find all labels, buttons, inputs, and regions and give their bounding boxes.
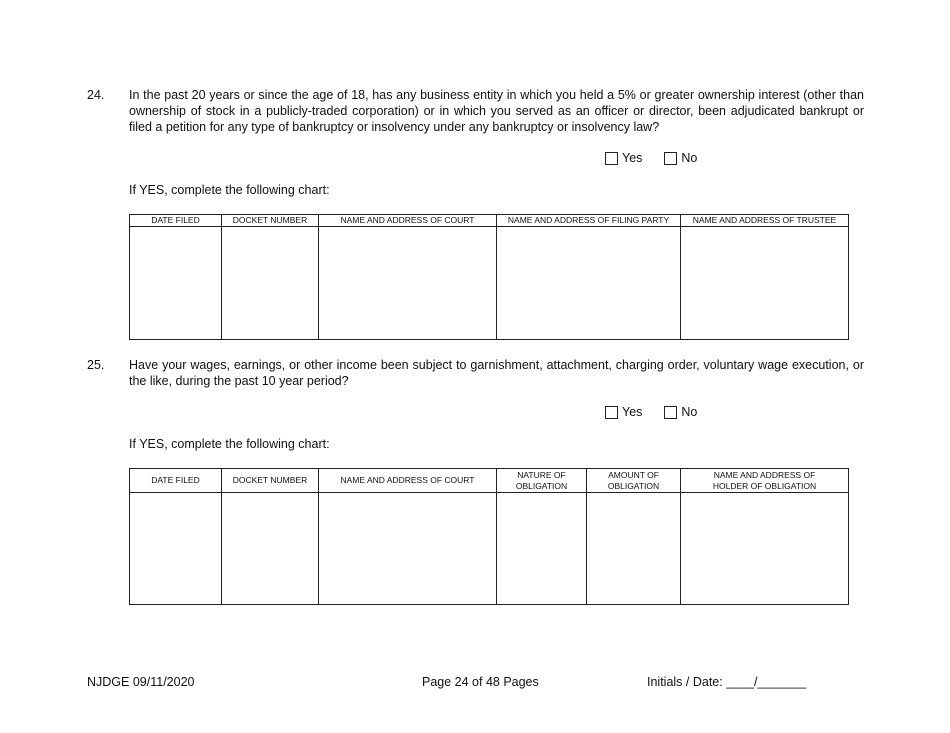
initials-date: Initials / Date: ____/_______ [647, 675, 807, 689]
table-cell[interactable] [587, 493, 681, 605]
yes-option[interactable] [605, 151, 642, 165]
column-header: DATE FILED [130, 215, 222, 227]
table-cell[interactable] [681, 493, 849, 605]
column-header: NATURE OF OBLIGATION [497, 469, 587, 493]
table-cell[interactable] [222, 227, 319, 340]
yes-option[interactable] [605, 405, 642, 419]
question-number: 25. [87, 358, 105, 372]
table-cell[interactable] [497, 227, 681, 340]
no-checkbox[interactable] [664, 406, 677, 419]
yes-label: Yes [622, 151, 643, 165]
column-header: NAME AND ADDRESS OF COURT [319, 215, 497, 227]
column-header: NAME AND ADDRESS OF COURT [319, 469, 497, 493]
table-cell[interactable] [130, 493, 222, 605]
garnishment-chart [129, 468, 849, 605]
question-text: Have your wages, earnings, or other income been subject to garnishment, attachment, charging order, voluntary wage execution, or the like, during the past 10 year period? [129, 358, 864, 388]
question-text: In the past 20 years or since the age of 18, has any business entity in which you held a 5% or greater ownership interest (other than ownership of stock in a publicly-traded corporation) or in which you served as an officer or director, been adjudicated bankrupt or filed a petition for any type of bankruptcy or insolvency under any bankruptcy or insolvency law? [129, 88, 864, 134]
question-number: 24. [87, 88, 105, 102]
column-header: NAME AND ADDRESS OF HOLDER OF OBLIGATION [681, 469, 849, 493]
yes-label: Yes [622, 405, 643, 419]
if-yes-instruction: If YES, complete the following chart: [129, 183, 330, 197]
column-header: AMOUNT OF OBLIGATION [587, 469, 681, 493]
table-cell[interactable] [130, 227, 222, 340]
yes-no-group-25 [605, 405, 719, 419]
yes-checkbox[interactable] [605, 152, 618, 165]
table-cell[interactable] [681, 227, 849, 340]
column-header: NAME AND ADDRESS OF FILING PARTY [497, 215, 681, 227]
table-cell[interactable] [497, 493, 587, 605]
column-header: NAME AND ADDRESS OF TRUSTEE [681, 215, 849, 227]
column-header: DOCKET NUMBER [222, 215, 319, 227]
yes-no-group-24 [605, 151, 719, 165]
table-cell[interactable] [319, 227, 497, 340]
no-label: No [681, 405, 698, 419]
no-checkbox[interactable] [664, 152, 677, 165]
table-cell[interactable] [222, 493, 319, 605]
form-id: NJDGE 09/11/2020 [87, 675, 195, 689]
no-option[interactable] [664, 405, 697, 419]
page-number: Page 24 of 48 Pages [422, 675, 539, 689]
if-yes-instruction: If YES, complete the following chart: [129, 437, 330, 451]
no-label: No [681, 151, 698, 165]
bankruptcy-chart [129, 214, 849, 340]
no-option[interactable] [664, 151, 697, 165]
column-header: DOCKET NUMBER [222, 469, 319, 493]
table-cell[interactable] [319, 493, 497, 605]
yes-checkbox[interactable] [605, 406, 618, 419]
column-header: DATE FILED [130, 469, 222, 493]
